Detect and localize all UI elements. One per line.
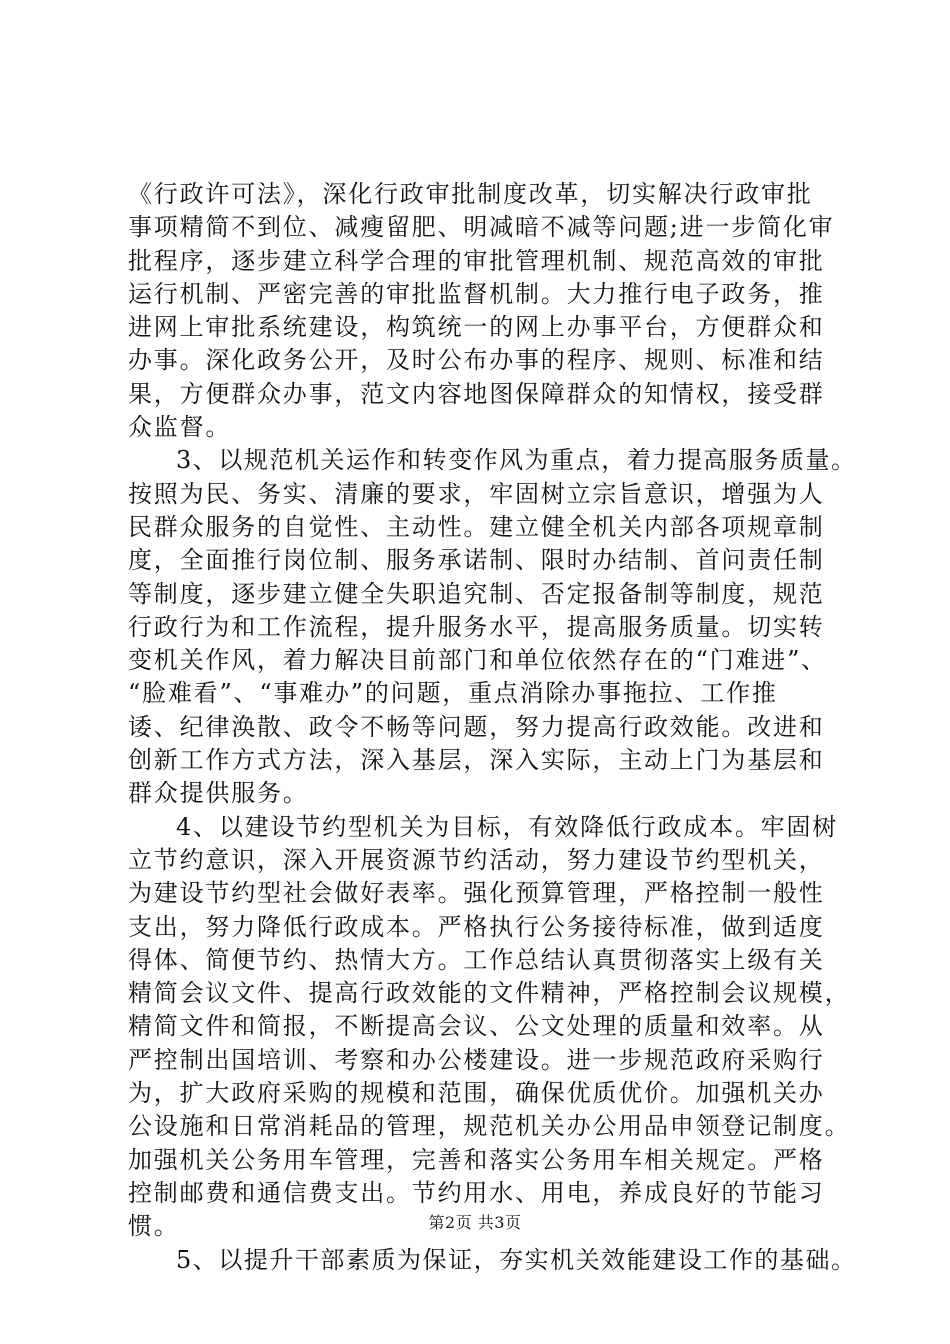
text-line: 《行政许可法》，深化行政审批制度改革，切实解决行政审批 [128, 180, 813, 208]
text-line: 精简会议文件、提高行政效能的文件精神，严格控制会议规模， [128, 979, 851, 1008]
text-line: 群众提供服务。 [128, 779, 309, 808]
text-line: 公设施和日常消耗品的管理，规范机关办公用品申领登记制度。 [128, 1112, 851, 1141]
text-line: 行政行为和工作流程，提升服务水平，提高服务质量。切实转 [128, 612, 825, 641]
text-line: 5、以提升干部素质为保证，夯实机关效能建设工作的基础。 [176, 1245, 857, 1274]
text-line: 为建设节约型社会做好表率。强化预算管理，严格控制一般性 [128, 879, 825, 908]
text-line: 诿、纪律涣散、政令不畅等问题，努力提高行政效能。改进和 [128, 712, 825, 741]
text-line: 事项精简不到位、减瘦留肥、明减暗不减等问题;进一步简化审 [128, 213, 835, 242]
text-line: 办事。深化政务公开，及时公布办事的程序、规则、标准和结 [128, 346, 825, 375]
text-line: 度，全面推行岗位制、服务承诺制、限时办结制、首问责任制 [128, 546, 825, 575]
text-line: 得体、简便节约、热情大方。工作总结认真贯彻落实上级有关 [128, 945, 825, 974]
text-line: 运行机制、严密完善的审批监督机制。大力推行电子政务，推 [128, 279, 825, 308]
text-line: 加强机关公务用车管理，完善和落实公务用车相关规定。严格 [128, 1145, 825, 1174]
text-line: 3、以规范机关运作和转变作风为重点，着力提高服务质量。 [176, 446, 857, 475]
text-line: 按照为民、务实、清廉的要求，牢固树立宗旨意识，增强为人 [128, 479, 825, 508]
text-line: 立节约意识，深入开展资源节约活动，努力建设节约型机关， [128, 845, 825, 874]
page-footer: 第2页 共3页 [428, 1213, 522, 1232]
text-line: 严控制出国培训、考察和办公楼建设。进一步规范政府采购行 [128, 1045, 825, 1074]
text-line: 变机关作风，着力解决目前部门和单位依然存在的“门难进”、 [128, 646, 827, 675]
text-line: 批程序，逐步建立科学合理的审批管理机制、规范高效的审批 [128, 246, 825, 275]
text-line: 等制度，逐步建立健全失职追究制、否定报备制等制度，规范 [128, 579, 825, 608]
document-body [128, 178, 858, 1277]
text-line: 为，扩大政府采购的规模和范围，确保优质优价。加强机关办 [128, 1079, 825, 1108]
text-line: “脸难看”、“事难办”的问题，重点消除办事拖拉、工作推 [128, 679, 778, 708]
text-line: 控制邮费和通信费支出。节约用水、用电，养成良好的节能习 [128, 1178, 825, 1207]
text-line: 创新工作方式方法，深入基层，深入实际，主动上门为基层和 [128, 746, 825, 775]
text-line: 进网上审批系统建设，构筑统一的网上办事平台，方便群众和 [128, 313, 825, 342]
text-line: 支出，努力降低行政成本。严格执行公务接待标准，做到适度 [128, 912, 825, 941]
text-line: 众监督。 [128, 413, 232, 442]
text-line: 精简文件和简报，不断提高会议、公文处理的质量和效率。从 [128, 1012, 825, 1041]
text-line: 果，方便群众办事，范文内容地图保障群众的知情权，接受群 [128, 379, 825, 408]
text-line: 4、以建设节约型机关为目标，有效降低行政成本。牢固树 [176, 812, 839, 841]
text-line: 民群众服务的自觉性、主动性。建立健全机关内部各项规章制 [128, 512, 825, 541]
text-line: 惯。 [128, 1212, 180, 1241]
